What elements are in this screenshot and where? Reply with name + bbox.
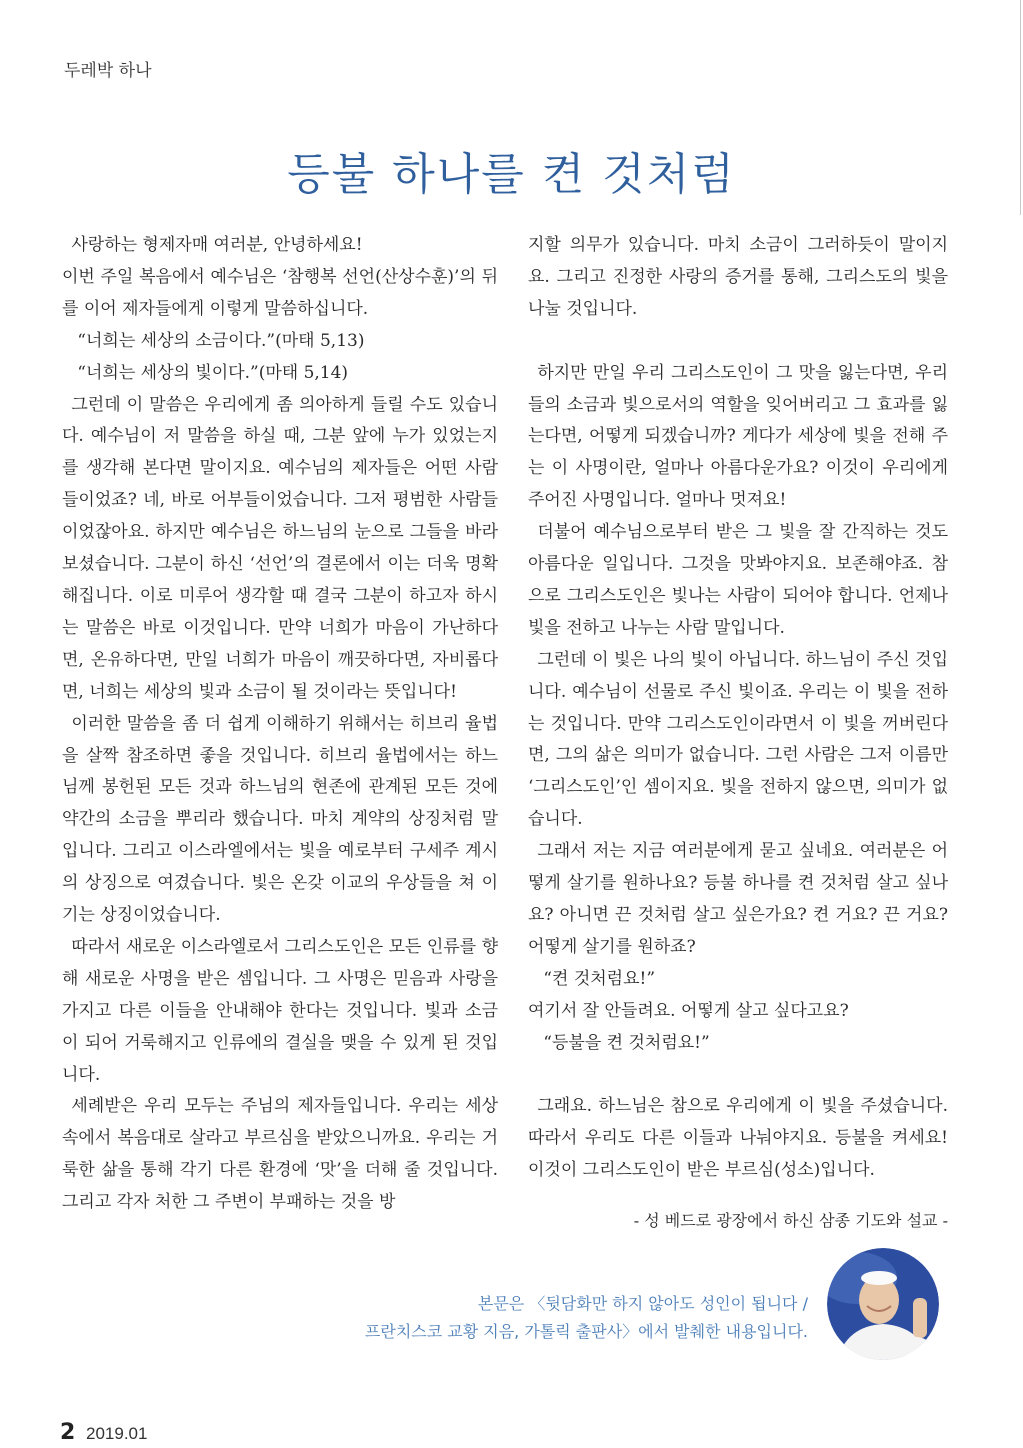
book-footnote	[365, 1290, 808, 1346]
paragraph: 따라서 새로운 이스라엘로서 그리스도인은 모든 인류를 향해 새로운 사명을 받은 셈입니다. 그 사명은 믿음과 사랑을 가지고 다른 이들을 안내해야 한다는 것입니다. 빛과 소금이 되어 거룩해지고 인류에의 결실을 맺을 수 있게 된 것입니다.	[62, 936, 498, 1085]
paragraph: “켠 것처럼요!”	[543, 968, 656, 989]
portrait-illustration	[827, 1248, 939, 1360]
paragraph: 그래요. 하느님은 참으로 우리에게 이 빛을 주셨습니다. 따라서 우리도 다른 이들과 나눠야지요. 등불을 켜세요! 이것이 그리스도인이 받은 부르심(성소)입니다.	[528, 1096, 948, 1181]
issue-date: 2019.01	[86, 1424, 148, 1443]
paragraph: 여기서 잘 안들려요. 어떻게 살고 싶다고요?	[528, 1000, 849, 1021]
paragraph: “너희는 세상의 빛이다.”(마태 5,14)	[77, 362, 349, 383]
paragraph: 그런데 이 빛은 나의 빛이 아닙니다. 하느님이 주신 것입니다. 예수님이 선물로 주신 빛이죠. 우리는 이 빛을 전하는 것입니다. 만약 그리스도인이라면서 이 빛을 꺼버린다면, 그의 삶은 의미가 없습니다. 그런 사람은 그저 이름만 ‘그리스도인’인 셈이지요. 빛을 전하지 않으면, 의미가 없습니다.	[528, 649, 948, 830]
article-title: 등불 하나를 켠 것처럼	[287, 149, 736, 200]
left-column	[62, 230, 498, 1219]
paragraph: 그런데 이 말씀은 우리에게 좀 의아하게 들릴 수도 있습니다. 예수님이 저 말씀을 하실 때, 그분 앞에 누가 있었는지를 생각해 본다면 말이지요. 예수님의 제자들은 어떤 사람들이었죠? 네, 바로 어부들이었습니다. 그저 평범한 사람들이었잖아요. 하지만 예수님은 하느님의 눈으로 그들을 바라보셨습니다. 그분이 하신 ‘선언’의 결론에서 이는 더욱 명확해집니다. 이로 미루어 생각할 때 결국 그분이 하고자 하시는 말씀은 바로 이것입니다. 만약 너희가 마음이 가난하다면, 온유하다면, 만일 너희가 마음이 깨끗하다면, 자비롭다면, 너희는 세상의 빛과 소금이 될 것이라는 뜻입니다!	[62, 394, 498, 702]
paragraph: 그래서 저는 지금 여러분에게 묻고 싶네요. 여러분은 어떻게 살기를 원하나요? 등불 하나를 켠 것처럼 살고 싶나요? 아니면 끈 것처럼 살고 싶은가요? 켠 거요? 끈 거요? 어떻게 살기를 원하죠?	[528, 841, 948, 957]
paragraph: 하지만 만일 우리 그리스도인이 그 맛을 잃는다면, 우리들의 소금과 빛으로서의 역할을 잊어버리고 그 효과를 잃는다면, 어떻게 되겠습니까? 게다가 세상에 빛을 전해 주는 이 사명이란, 얼마나 아름다운가요? 이것이 우리에게 주어진 사명입니다. 얼마나 멋져요!	[528, 362, 948, 511]
paragraph: 세례받은 우리 모두는 주님의 제자들입니다. 우리는 세상 속에서 복음대로 살라고 부르심을 받았으니까요. 우리는 거룩한 삶을 통해 각기 다른 환경에 ‘맛’을 더해 줄 것입니다. 그리고 각자 처한 그 주변이 부패하는 것을 방	[62, 1096, 498, 1213]
sermon-source: - 성 베드로 광장에서 하신 삼종 기도와 설교 -	[633, 1211, 948, 1231]
footnote-line-2: 프란치스코 교황 지음, 가톨릭 출판사〉에서 발췌한 내용입니다.	[364, 1322, 808, 1341]
paragraph: 사랑하는 형제자매 여러분, 안녕하세요!	[71, 235, 363, 255]
page-number: 2	[60, 1420, 76, 1445]
paragraph: “너희는 세상의 소금이다.”(마태 5,13)	[77, 330, 365, 351]
paragraph-gap	[528, 1060, 948, 1092]
paragraph: 더불어 예수님으로부터 받은 그 빛을 잘 간직하는 것도 아름다운 일입니다. 그것을 맛봐야지요. 보존해야죠. 참으로 그리스도인은 빛나는 사람이 되어야 합니다. 언제나 빛을 전하고 나누는 사람 말입니다.	[528, 522, 948, 638]
pope-portrait-image	[827, 1248, 939, 1360]
right-column	[528, 230, 948, 1237]
paragraph: 지할 의무가 있습니다. 마치 소금이 그러하듯이 말이지요. 그리고 진정한 사랑의 증거를 통해, 그리스도의 빛을 나눌 것입니다.	[528, 235, 948, 319]
paragraph-gap	[528, 326, 948, 358]
paragraph: 이러한 말씀을 좀 더 쉽게 이해하기 위해서는 히브리 율법을 살짝 참조하면 좋을 것입니다. 히브리 율법에서는 하느님께 봉헌된 모든 것과 하느님의 현존에 관계된 모든 것에 약간의 소금을 뿌리라 했습니다. 마치 계약의 상징처럼 말입니다. 그리고 이스라엘에서는 빛을 예로부터 구세주 계시의 상징으로 여겼습니다. 빛은 온갖 이교의 우상들을 쳐 이기는 상징이었습니다.	[62, 713, 498, 926]
paragraph: “등불을 켠 것처럼요!”	[543, 1032, 710, 1053]
paragraph: 이번 주일 복음에서 예수님은 ‘참행복 선언(산상수훈)’의 뒤를 이어 제자들에게 이렇게 말씀하십니다.	[62, 266, 498, 319]
footnote-line-1: 본문은 〈뒷담화만 하지 않아도 성인이 됩니다 /	[477, 1294, 808, 1313]
section-label: 두레박 하나	[64, 61, 152, 81]
